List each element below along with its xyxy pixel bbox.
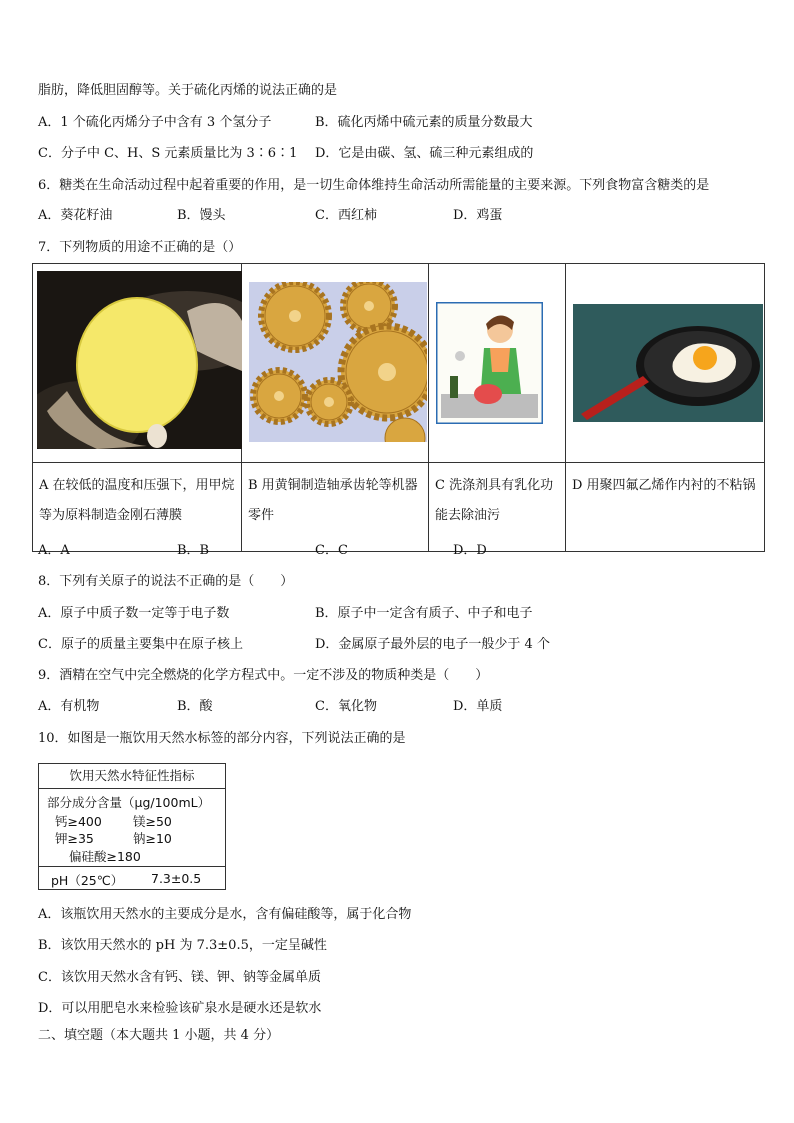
q7-option-b[interactable]: B．B <box>177 543 210 558</box>
q6-option-a[interactable]: A．葵花籽油 <box>38 208 113 223</box>
q7-option-table <box>32 263 765 552</box>
diamond-film-image <box>37 271 242 449</box>
water-label-potassium: 钾≥35 <box>55 831 94 846</box>
water-label-ph-value: 7.3±0.5 <box>151 871 202 886</box>
q7-caption-a: A 在较低的温度和压强下，用甲烷等为原料制造金刚石薄膜 <box>33 463 242 552</box>
q9-option-d[interactable]: D．单质 <box>453 699 503 714</box>
q7-caption-d: D 用聚四氟乙烯作内衬的不粘锅 <box>566 463 765 552</box>
q7-image-cell-a <box>33 264 242 463</box>
section-2-heading: 二、填空题（本大题共 1 小题，共 4 分） <box>38 1028 280 1043</box>
q8-option-d[interactable]: D．金属原子最外层的电子一般少于 4 个 <box>315 637 550 652</box>
water-label-title: 饮用天然水特征性指标 <box>39 764 225 789</box>
water-label-calcium: 钙≥400 <box>55 814 102 829</box>
q5-option-b[interactable]: B．硫化丙烯中硫元素的质量分数最大 <box>315 115 533 130</box>
q8-stem: 8．下列有关原子的说法不正确的是（ ） <box>38 574 294 589</box>
q10-option-a[interactable]: A．该瓶饮用天然水的主要成分是水，含有偏硅酸等，属于化合物 <box>38 907 412 922</box>
q8-option-c[interactable]: C．原子的质量主要集中在原子核上 <box>38 637 243 652</box>
q8-option-a[interactable]: A．原子中质子数一定等于电子数 <box>38 606 230 621</box>
q8-option-b[interactable]: B．原子中一定含有质子、中子和电子 <box>315 606 533 621</box>
water-label-ph-label: pH（25℃） <box>51 873 124 888</box>
q10-stem: 10．如图是一瓶饮用天然水标签的部分内容，下列说法正确的是 <box>38 731 406 746</box>
q7-option-a[interactable]: A．A <box>38 543 70 558</box>
nonstick-pan-image <box>573 304 763 422</box>
q7-image-cell-d <box>566 264 765 463</box>
q7-stem: 7．下列物质的用途不正确的是（） <box>38 240 242 255</box>
q7-option-c[interactable]: C．C <box>315 543 348 558</box>
q5-option-c[interactable]: C．分子中 C、H、S 元素质量比为 3∶6∶1 <box>38 146 298 161</box>
q7-caption-b: B 用黄铜制造轴承齿轮等机器零件 <box>242 463 429 552</box>
q7-image-cell-b <box>242 264 429 463</box>
water-label-subtitle: 部分成分含量（μg/100mL） <box>47 795 211 810</box>
dishwashing-boy-image <box>436 302 543 424</box>
water-label-metasilicic-acid: 偏硅酸≥180 <box>69 849 141 864</box>
q10-option-d[interactable]: D．可以用肥皂水来检验该矿泉水是硬水还是软水 <box>38 1001 322 1016</box>
q9-option-c[interactable]: C．氧化物 <box>315 699 377 714</box>
q5-option-a[interactable]: A．1 个硫化丙烯分子中含有 3 个氢分子 <box>38 115 272 130</box>
q10-option-b[interactable]: B．该饮用天然水的 pH 为 7.3±0.5，一定呈碱性 <box>38 938 327 953</box>
gears-image <box>249 282 427 442</box>
q6-option-b[interactable]: B．馒头 <box>177 208 226 223</box>
q7-image-cell-c <box>429 264 566 463</box>
q6-stem: 6．糖类在生命活动过程中起着重要的作用，是一切生命体维持生命活动所需能量的主要来源。下列食物富含糖类的是 <box>38 178 710 193</box>
q5-stem-tail: 脂肪，降低胆固醇等。关于硫化丙烯的说法正确的是 <box>38 83 338 98</box>
q10-option-c[interactable]: C．该饮用天然水含有钙、镁、钾、钠等金属单质 <box>38 970 321 985</box>
q9-option-a[interactable]: A．有机物 <box>38 699 100 714</box>
q9-option-b[interactable]: B．酸 <box>177 699 213 714</box>
water-label-magnesium: 镁≥50 <box>133 814 172 829</box>
q7-caption-c: C 洗涤剂具有乳化功能去除油污 <box>429 463 566 552</box>
water-label-table <box>38 763 226 890</box>
q7-option-d[interactable]: D．D <box>453 543 487 558</box>
water-label-ph-row <box>39 866 225 889</box>
q6-option-d[interactable]: D．鸡蛋 <box>453 208 503 223</box>
q6-option-c[interactable]: C．西红柿 <box>315 208 377 223</box>
q9-stem: 9．酒精在空气中完全燃烧的化学方程式中。一定不涉及的物质种类是（ ） <box>38 668 489 683</box>
water-label-sodium: 钠≥10 <box>133 831 172 846</box>
q5-option-d[interactable]: D．它是由碳、氢、硫三种元素组成的 <box>315 146 534 161</box>
